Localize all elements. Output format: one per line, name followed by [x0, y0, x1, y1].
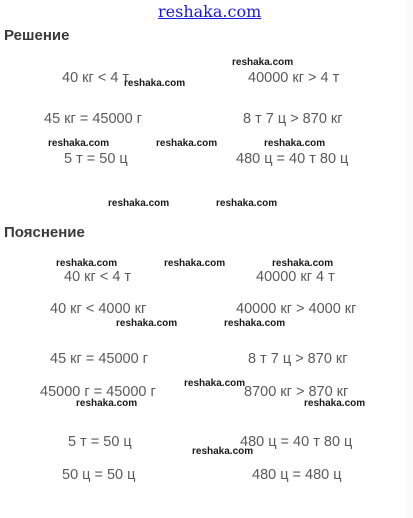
solution-expr-6: 480 ц = 40 т 80 ц: [236, 151, 349, 167]
watermark: reshaka.com: [272, 258, 334, 269]
explanation-expr-6: 8 т 7 ц > 870 кг: [248, 351, 348, 367]
watermark: reshaka.com: [156, 138, 218, 149]
explanation-expr-5: 45 кг = 45000 г: [50, 351, 148, 367]
explanation-expr-12: 480 ц = 480 ц: [252, 467, 342, 483]
watermark: reshaka.com: [76, 398, 138, 409]
watermark: reshaka.com: [216, 198, 278, 209]
watermark: reshaka.com: [48, 138, 110, 149]
solution-expr-1: 40 кг < 4 т: [62, 70, 130, 86]
site-title-link[interactable]: reshaka.com: [158, 2, 262, 21]
explanation-expr-2: 40000 кг 4 т: [256, 269, 335, 285]
explanation-expr-10: 480 ц = 40 т 80 ц: [240, 434, 353, 450]
explanation-expr-7: 45000 г = 45000 г: [40, 384, 156, 400]
watermark: reshaka.com: [232, 57, 294, 68]
explanation-expr-11: 50 ц = 50 ц: [62, 467, 136, 483]
solution-expr-2: 40000 кг > 4 т: [248, 70, 340, 86]
solution-heading: Решение: [4, 27, 70, 44]
watermark: reshaka.com: [56, 258, 118, 269]
watermark: reshaka.com: [108, 198, 170, 209]
explanation-expr-9: 5 т = 50 ц: [68, 434, 132, 450]
explanation-expr-8: 8700 кг > 870 кг: [244, 384, 349, 400]
explanation-expr-3: 40 кг < 4000 кг: [50, 301, 147, 317]
solution-expr-4: 8 т 7 ц > 870 кг: [243, 111, 343, 127]
page-scrollbar[interactable]: [407, 0, 413, 518]
watermark: reshaka.com: [304, 398, 366, 409]
explanation-expr-1: 40 кг < 4 т: [64, 269, 132, 285]
watermark: reshaka.com: [264, 138, 326, 149]
watermark: reshaka.com: [164, 258, 226, 269]
solution-expr-5: 5 т = 50 ц: [64, 151, 128, 167]
watermark: reshaka.com: [184, 378, 246, 389]
watermark: reshaka.com: [124, 78, 186, 89]
explanation-expr-4: 40000 кг > 4000 кг: [236, 301, 357, 317]
explanation-heading: Пояснение: [4, 224, 85, 241]
solution-expr-3: 45 кг = 45000 г: [44, 111, 142, 127]
watermark: reshaka.com: [116, 318, 178, 329]
watermark: reshaka.com: [224, 318, 286, 329]
watermark: reshaka.com: [192, 446, 254, 457]
